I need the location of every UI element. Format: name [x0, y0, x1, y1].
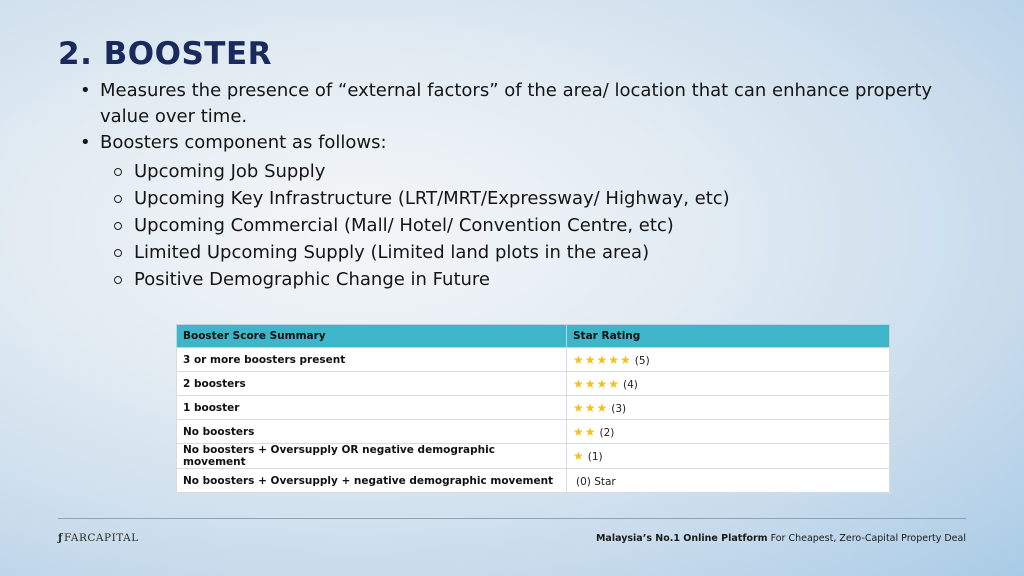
- rating-count: (1): [587, 451, 603, 463]
- sub-bullet-item: Upcoming Key Infrastructure (LRT/MRT/Expressway/ Highway, etc): [78, 185, 958, 212]
- booster-score-table: [176, 324, 890, 493]
- footer-divider: [58, 518, 966, 519]
- summary-cell: 3 or more boosters present: [177, 348, 567, 372]
- summary-cell: No boosters: [177, 420, 567, 444]
- rating-cell: [567, 420, 890, 444]
- bullet-item: • Measures the presence of “external factors” of the area/ location that can enhance property value over time.: [78, 78, 958, 130]
- table-row: [177, 420, 890, 444]
- bullet-item: • Boosters component as follows:: [78, 130, 958, 156]
- table-row: [177, 372, 890, 396]
- footer-tagline: [596, 533, 966, 544]
- rating-cell: [567, 444, 890, 469]
- star-icons: ★: [573, 449, 585, 463]
- rating-cell: [567, 396, 890, 420]
- sub-bullet-item: Upcoming Job Supply: [78, 158, 958, 185]
- sub-bullet-list: [78, 158, 958, 293]
- header-booster-score-summary: Booster Score Summary: [177, 325, 567, 348]
- header-star-rating: Star Rating: [567, 325, 890, 348]
- sub-bullet-item: Upcoming Commercial (Mall/ Hotel/ Convention Centre, etc): [78, 212, 958, 239]
- star-icons: ★★★★: [573, 376, 621, 391]
- summary-cell: No boosters + Oversupply + negative demographic movement: [177, 469, 567, 493]
- sub-bullet-item: Positive Demographic Change in Future: [78, 266, 958, 293]
- star-icons: ★★★: [573, 400, 609, 415]
- summary-cell: No boosters + Oversupply OR negative demographic movement: [177, 444, 567, 469]
- rating-count: (5): [634, 354, 650, 367]
- sub-bullet-item: Limited Upcoming Supply (Limited land plots in the area): [78, 239, 958, 266]
- tagline-rest: For Cheapest, Zero-Capital Property Deal: [767, 533, 966, 544]
- rating-count: (3): [611, 402, 627, 415]
- tagline-bold: Malaysia’s No.1 Online Platform: [595, 533, 768, 544]
- table-header-row: [177, 325, 890, 348]
- rating-cell: [567, 348, 890, 372]
- bullet-list: [78, 78, 958, 293]
- star-icons: ★★: [573, 424, 597, 439]
- table-row: [177, 469, 890, 493]
- slide-title: 2. BOOSTER: [58, 36, 272, 72]
- rating-count: (0) Star: [576, 475, 616, 488]
- table-row: [177, 396, 890, 420]
- star-icons: ★★★★★: [573, 352, 632, 367]
- rating-cell: [567, 469, 890, 493]
- farcapital-logo: [58, 532, 139, 544]
- table-row: [177, 444, 890, 469]
- logo-text: FARCAPITAL: [64, 532, 139, 544]
- logo-mark-icon: ƒ: [58, 532, 64, 544]
- rating-count: (4): [623, 378, 638, 391]
- rating-cell: [567, 372, 890, 396]
- summary-cell: 2 boosters: [177, 372, 567, 396]
- table-row: [177, 348, 890, 372]
- summary-cell: 1 booster: [177, 396, 567, 420]
- rating-count: (2): [599, 426, 615, 439]
